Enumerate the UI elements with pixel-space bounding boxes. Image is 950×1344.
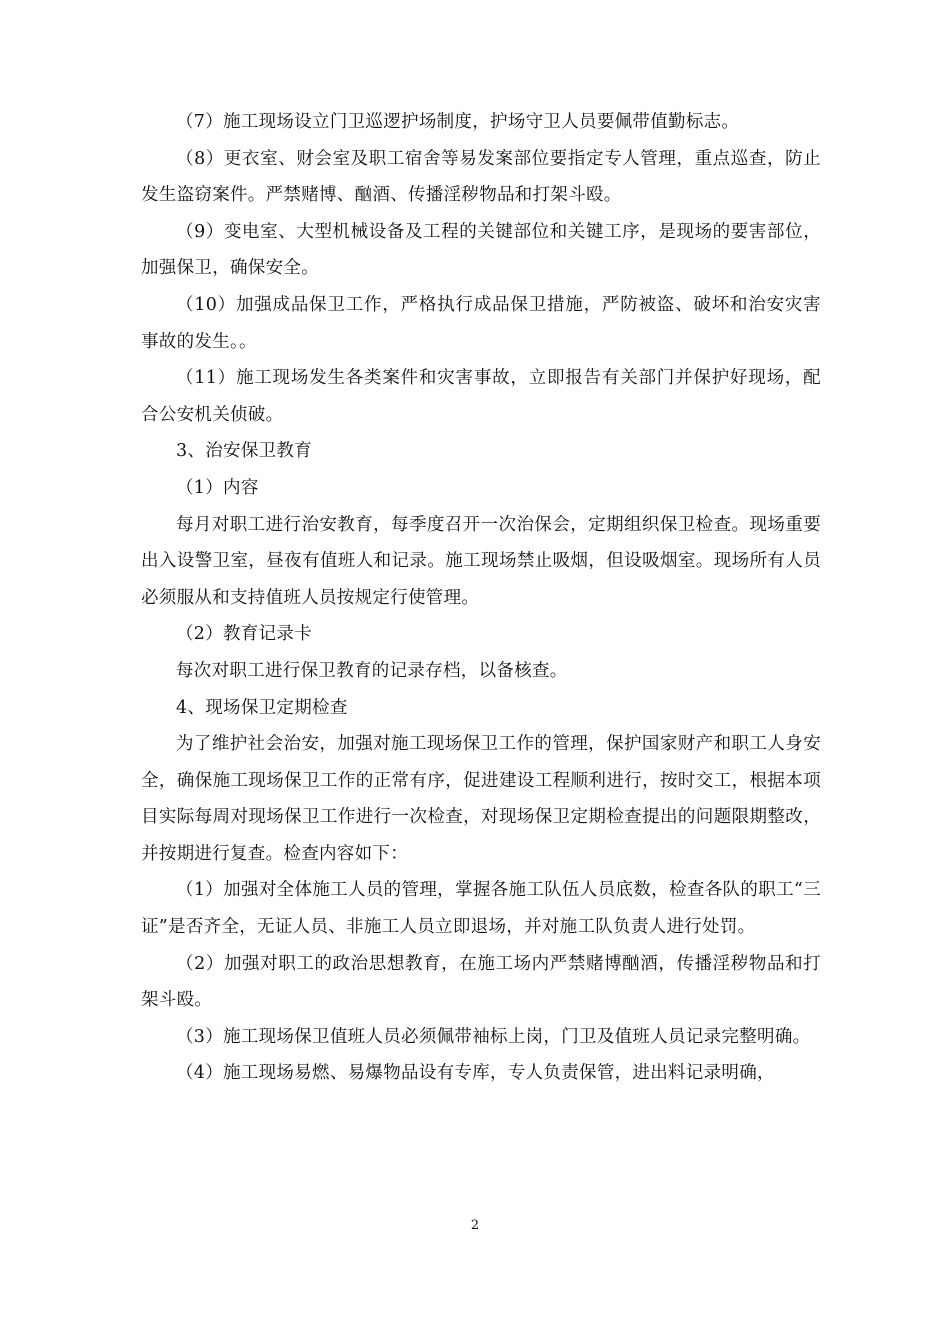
inspection-item-4: （4）施工现场易燃、易爆物品设有专库，专人负责保管，进出料记录明确， [176,1063,775,1084]
paragraph-education-record: 每次对职工进行保卫教育的记录存档，以备核查。 [176,660,568,681]
paragraph-item-10: （10）加强成品保卫工作，严格执行成品保卫措施，严防被盗、破坏和治安灾害事故的发生。。 [141,294,821,352]
paragraph-education-content: 每月对职工进行治安教育，每季度召开一次治保会，定期组织保卫检查。现场重要出入设警卫室，昼夜有值班人和记录。施工现场禁止吸烟，但设吸烟室。现场所有人员必须服从和支持值班人员按规定行使管理。 [141,514,821,608]
inspection-item-3: （3）施工现场保卫值班人员必须佩带袖标上岗，门卫及值班人员记录完整明确。 [176,1026,811,1047]
paragraph-item-8: （8）更衣室、财会室及职工宿舍等易发案部位要指定专人管理，重点巡查，防止发生盗窃案件。严禁赌博、酗酒、传播淫秽物品和打架斗殴。 [141,148,821,206]
paragraph-item-11: （11）施工现场发生各类案件和灾害事故，立即报告有关部门并保护好现场，配合公安机关侦破。 [141,368,821,425]
paragraph-inspection-intro: 为了维护社会治安，加强对施工现场保卫工作的管理，保护国家财产和职工人身安全，确保施工现场保卫工作的正常有序，促进建设工程顺利进行，按时交工，根据本项目实际每周对现场保卫工作进行一次检查，对现场保卫定期检查提出的问题限期整改，并按期进行复查。检查内容如下： [141,734,821,864]
inspection-item-1: （1）加强对全体施工人员的管理，掌握各施工队伍人员底数，检查各队的职工“三证”是否齐全，无证人员、非施工人员立即退场，并对施工队负责人进行处罚。 [141,880,821,938]
page-number: 2 [470,1218,480,1233]
paragraph-item-9: （9）变电室、大型机械设备及工程的关键部位和关键工序，是现场的要害部位，加强保卫，确保安全。 [141,221,821,279]
subheading-content: （1）内容 [176,477,259,498]
body-text [141,104,821,1092]
section-heading-periodic-inspection: 4、现场保卫定期检查 [176,697,348,718]
inspection-item-2: （2）加强对职工的政治思想教育，在施工场内严禁赌博酗酒，传播淫秽物品和打架斗殴。 [141,953,821,1011]
section-heading-security-education: 3、治安保卫教育 [176,441,313,462]
paragraph-item-7: （7）施工现场设立门卫巡逻护场制度，护场守卫人员要佩带值勤标志。 [176,112,740,132]
subheading-education-record-card: （2）教育记录卡 [176,624,313,645]
